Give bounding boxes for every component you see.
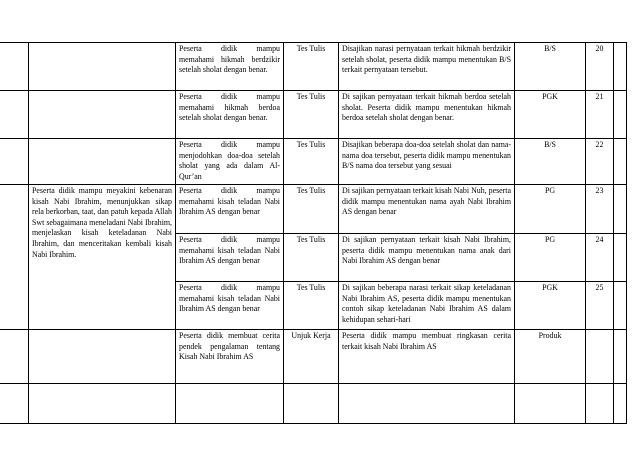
left-column-cell [0,139,29,185]
kompetensi-cell-empty [29,43,176,91]
teknik-cell: Tes Tulis [284,185,339,234]
teknik-cell: Tes Tulis [284,91,339,139]
teknik-cell: Tes Tulis [284,234,339,282]
teknik-cell-empty [284,384,339,424]
butir-soal-cell-empty [339,384,515,424]
indikator-cell: Peserta didik mampu memahami kisah teladan Nabi Ibrahim AS dengan benar [176,282,284,330]
edge-cell [614,282,627,330]
kompetensi-cell-empty [29,330,176,384]
nomor-soal-cell: 22 [586,139,614,185]
table-row [0,139,627,185]
bentuk-soal-cell: PGK [515,91,586,139]
teknik-cell: Unjuk Kerja [284,330,339,384]
indikator-cell-empty [176,384,284,424]
table-row [0,384,627,424]
kompetensi-cell: Peserta didik mampu meyakini kebenaran kisah Nabi Ibrahim, menunjukkan sikap rela berkorban, taat, dan patuh kepada Allah Swt sebagaimana meneladani Nabi Ibrahim, menjelaskan kisah keteladanan Nabi Ibrahim, dan menceritakan kembali kisah Nabi Ibrahim. [29,185,176,330]
left-column-cell [0,330,29,384]
indikator-cell: Peserta didik mampu memahami hikmah berdzikir setelah sholat dengan benar. [176,43,284,91]
bentuk-soal-cell: PG [515,234,586,282]
bentuk-soal-cell: PGK [515,282,586,330]
kisi-kisi-table [0,42,627,424]
bentuk-soal-cell-empty [515,384,586,424]
indikator-cell: Peserta didik mampu memahami kisah teladan Nabi Ibrahim AS dengan benar [176,185,284,234]
edge-cell [614,91,627,139]
butir-soal-cell: Disajikan narasi pernyataan terkait hikmah berdzikir setelah sholat, peserta didik mampu menentukan B/S terkait pernyataan tersebut. [339,43,515,91]
nomor-soal-cell: 21 [586,91,614,139]
kompetensi-cell-empty [29,384,176,424]
butir-soal-cell: Di sajikan beberapa narasi terkait sikap keteladanan Nabi Ibrahim AS, peserta didik mampu menentukan contoh sikap keteladanan Nabi Ibrahim AS dalam kehidupan sehari-hari [339,282,515,330]
nomor-soal-cell: 25 [586,282,614,330]
edge-cell [614,330,627,384]
teknik-cell: Tes Tulis [284,139,339,185]
edge-cell [614,43,627,91]
table-row [0,185,627,234]
left-column-cell [0,43,29,91]
butir-soal-cell: Di sajikan pernyataan terkait kisah Nabi Nuh, peserta didik mampu menentukan nama ayah Nabi Ibrahim AS dengan benar [339,185,515,234]
bentuk-soal-cell: PG [515,185,586,234]
kompetensi-cell-empty [29,139,176,185]
nomor-soal-cell [586,330,614,384]
edge-cell [614,384,627,424]
left-column-cell [0,185,29,330]
edge-cell [614,139,627,185]
butir-soal-cell: Di sajikan pernyataan terkait hikmah berdoa setelah sholat. Peserta didik mampu menentukan hikmah berdoa setelah sholat dengan benar. [339,91,515,139]
indikator-cell: Peserta didik membuat cerita pendek pengalaman tentang Kisah Nabi Ibrahim AS [176,330,284,384]
butir-soal-cell: Di sajikan pernyataan terkait kisah Nabi Ibrahim, peserta didik mampu menentukan nama anak dari Nabi Ibrahim AS dengan benar [339,234,515,282]
table-row [0,43,627,91]
nomor-soal-cell: 24 [586,234,614,282]
bentuk-soal-cell: B/S [515,43,586,91]
nomor-soal-cell-empty [586,384,614,424]
nomor-soal-cell: 23 [586,185,614,234]
bentuk-soal-cell: Produk [515,330,586,384]
left-column-cell [0,91,29,139]
teknik-cell: Tes Tulis [284,282,339,330]
bentuk-soal-cell: B/S [515,139,586,185]
teknik-cell: Tes Tulis [284,43,339,91]
table-row [0,91,627,139]
butir-soal-cell: Peserta didik mampu membuat ringkasan cerita terkait kisah Nabi Ibrahim AS [339,330,515,384]
edge-cell [614,185,627,234]
indikator-cell: Peserta didik mampu memahami hikmah berdoa setelah sholat dengan benar. [176,91,284,139]
butir-soal-cell: Disajikan beberapa doa-doa setelah sholat dan nama-nama doa tersebut, peserta didik mampu menentukan B/S nama doa tersebut yang sesuai [339,139,515,185]
edge-cell [614,234,627,282]
nomor-soal-cell: 20 [586,43,614,91]
indikator-cell: Peserta didik mampu menjodohkan doa-doa setelah sholat yang ada dalam Al-Qur’an [176,139,284,185]
table-row [0,330,627,384]
indikator-cell: Peserta didik mampu memahami kisah teladan Nabi Ibrahim AS dengan benar [176,234,284,282]
kompetensi-cell-empty [29,91,176,139]
left-column-cell [0,384,29,424]
